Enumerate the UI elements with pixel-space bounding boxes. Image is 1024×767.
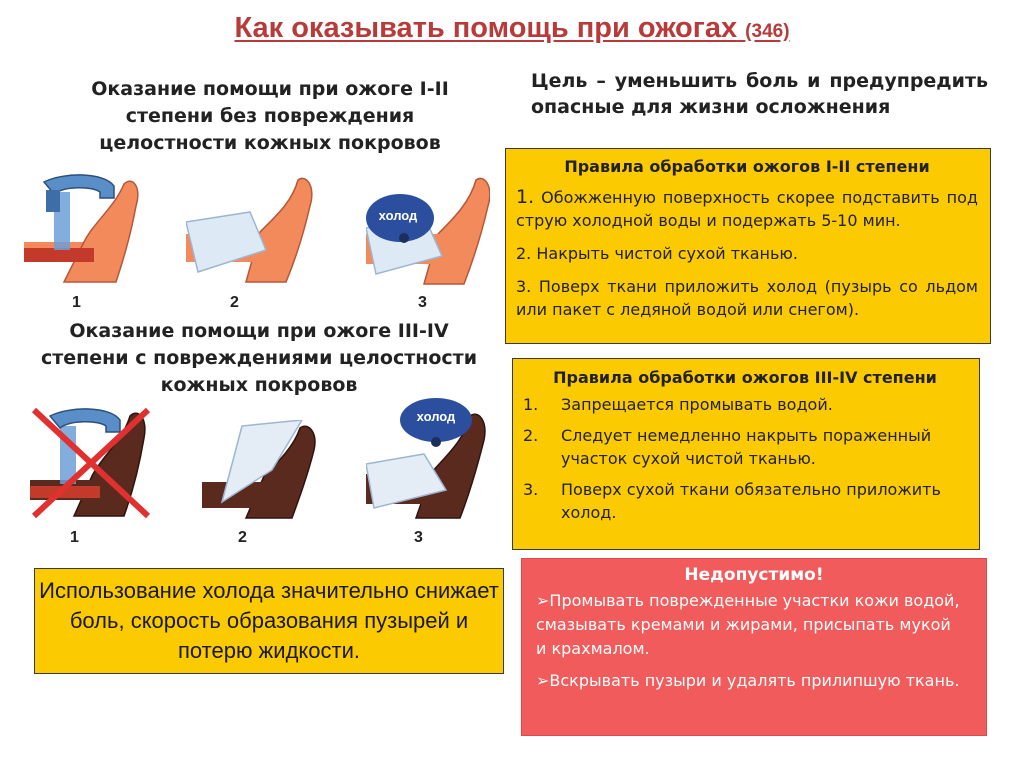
rules-1-2-title: Правила обработки ожогов I-II степени <box>564 157 930 176</box>
rules-3-4-item-3-num: 3. <box>523 480 539 499</box>
forbidden-item-1: ➢Промывать поврежденные участки кожи водой, смазывать кремами и жирами, присыпать мукой и крахмалом. <box>536 591 960 658</box>
forbidden-box <box>521 558 987 736</box>
rules-3-4-item-3-text: Поверх сухой ткани обязательно приложить холод. <box>561 480 941 522</box>
title-number: (346) <box>745 21 790 42</box>
rules-3-4-item-1 <box>523 393 967 416</box>
step-number-1-bottom: 1 <box>70 529 79 546</box>
rules-3-4-title: Правила обработки ожогов III-IV степени <box>553 368 937 387</box>
step-number-3-bottom: 3 <box>414 529 423 546</box>
cold-note-text: Использование холода значительно снижает боль, скорость образования пузырей и потерю жидкости. <box>39 578 499 663</box>
rules-1-2-item-1-num: 1. <box>516 186 535 208</box>
cold-label-top: холод <box>378 208 418 223</box>
cold-label-bottom: холод <box>416 409 456 424</box>
rules-1-2-item-2-text: Накрыть чистой сухой тканью. <box>536 244 798 263</box>
rules-1-2-item-3-num: 3. <box>516 277 532 296</box>
goal-text: Цель – уменьшить боль и предупредить опасные для жизни осложнения <box>531 70 988 118</box>
step-number-2-top: 2 <box>230 294 239 311</box>
step-number-1-top: 1 <box>72 294 81 311</box>
step-number-2-bottom: 2 <box>238 529 247 546</box>
forbidden-item-2: ➢Вскрывать пузыри и удалять прилипшую ткань. <box>536 671 960 690</box>
illustration-cover-cloth <box>186 172 318 288</box>
rules-1-2-item-3 <box>516 275 978 321</box>
rules-1-2-item-3-text: Поверх ткани приложить холод (пузырь со льдом или пакет с ледяной водой или снегом). <box>516 277 978 319</box>
rules-1-2-item-2 <box>516 242 978 265</box>
illustration-apply-cold <box>366 172 490 290</box>
rules-1-2-item-1 <box>516 186 978 232</box>
cold-note-box <box>34 568 504 674</box>
page-title <box>0 12 1024 45</box>
illustration-cover-dry-cloth <box>202 420 322 520</box>
section1-title: Оказание помощи при ожоге I-II степени без повреждения целостности кожных покровов <box>91 78 449 154</box>
illustration-no-water <box>30 404 152 520</box>
rules-3-4-item-2-num: 2. <box>523 426 539 445</box>
rules-3-4-box <box>512 358 980 550</box>
rules-3-4-item-2-text: Следует немедленно накрыть пораженный участок сухой чистой тканью. <box>561 426 932 468</box>
rules-1-2-box <box>505 148 991 344</box>
rules-3-4-item-1-num: 1. <box>523 395 539 414</box>
rules-1-2-item-1-text: Обожженную поверхность скорее подставить под струю холодной воды и подержать 5-10 мин. <box>516 188 978 230</box>
step-number-3-top: 3 <box>418 294 427 311</box>
section2-title: Оказание помощи при ожоге III-IV степени с повреждениями целостности кожных покровов <box>40 320 478 396</box>
rules-3-4-item-3 <box>523 478 967 524</box>
forbidden-title: Недопустимо! <box>684 565 824 585</box>
rules-3-4-item-2 <box>523 424 967 470</box>
rules-3-4-item-1-text: Запрещается промывать водой. <box>561 395 833 414</box>
illustration-cold-water <box>24 172 144 288</box>
rules-1-2-item-2-num: 2. <box>516 244 532 263</box>
title-text: Как оказывать помощь при ожогах <box>234 12 738 44</box>
